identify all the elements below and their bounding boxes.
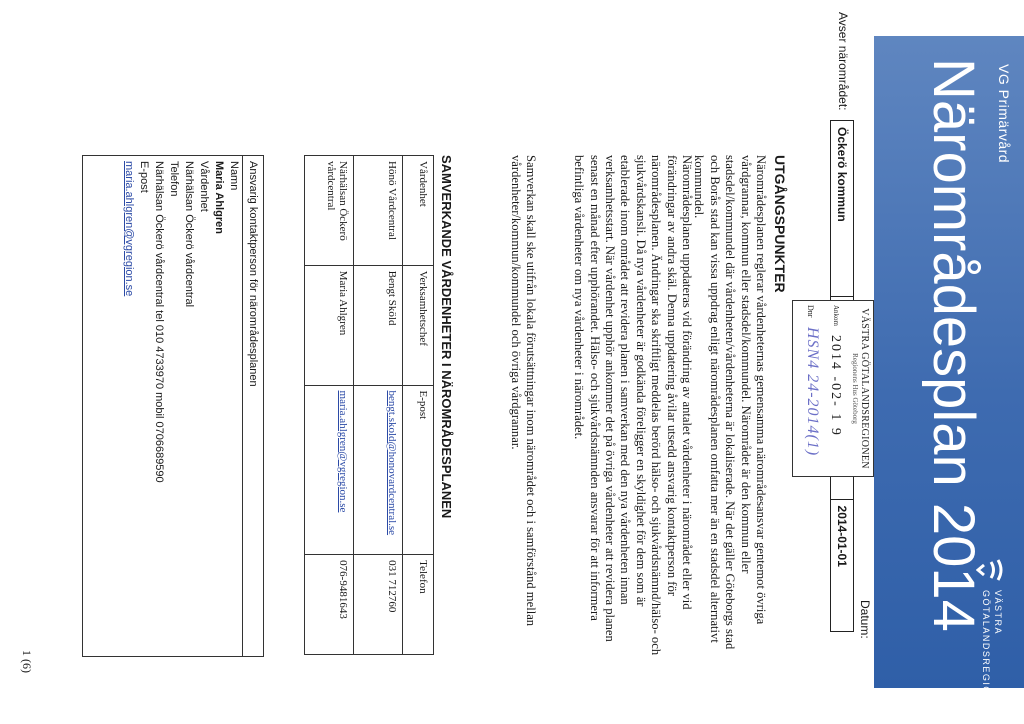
contact-box	[82, 155, 264, 657]
logo-text-line2: GÖTALANDSREGIONEN	[981, 590, 991, 719]
table-header-row	[403, 156, 434, 655]
contact-unit: Närhälsan Öckerö vårdcentral	[183, 161, 195, 308]
unit-chief: Bengt Sköld	[354, 265, 403, 385]
page-title: Närområdesplan 2014	[921, 58, 986, 632]
unit-email-cell	[354, 385, 403, 555]
unit-chief: Maria Ahlgren	[305, 265, 354, 385]
header-banner	[874, 36, 1024, 719]
region-logo	[962, 556, 1010, 719]
area-label: Avser närområdet:	[836, 12, 850, 111]
paragraph-1: Närområdesplanen reglerar vårdenheternas gemensamma närområdesansvar gentemot övriga vårdgrannar, kommun eller stadsdel/kommundel. Närområdet är den kommun eller stadsdel/kommundel där vårdenheten/vårdenheterna är lokaliserade. När det gäller Göteborgs stad och Borås stad kan vissa uppdrag enligt närområdesplanen omfatta mer än en stadsdel alternativt kommundel.	[692, 155, 768, 650]
paragraph-2: Närområdesplanen uppdateras vid förändring av antalet vårdenheter i närområdet eller vid förändringar av andra skäl. Denna uppdatering åvilar utsedd ansvarig kontaktperson för närområdesplanen. Ändringar ska skriftligt meddelas berörd hälso- och sjukvårdsnämnd/hälso- och sjukvårdskansli. Då nya vårdenheter är godkända föreligger en skyldighet för dem som är etablerade inom området att revidera planen i samverkan med den nya vårdenheten innan verksamhetsstart. När vårdenhet upphör ankommer det på övriga vårdenheter att revidera planen senast en månad efter upphörandet. Hälso- och sjukvårdsnämnden ansvarar för att informera befintliga vårdenheter om nya vårdenheter i närområdet.	[572, 155, 694, 656]
region-logo-icon	[976, 556, 1006, 584]
contact-title: Ansvarig kontaktperson för närområdesplanen	[242, 156, 263, 656]
samverkande-heading: SAMVERKANDE VÅRDENHETER I NÄROMRÅDESPLANEN	[439, 155, 454, 519]
column-header: E-post	[403, 385, 434, 555]
unit-email-cell	[305, 385, 354, 555]
unit-name: Hönö Vårdcentral	[354, 156, 403, 266]
unit-phone: 076-9481643	[305, 555, 354, 655]
contact-name-label: Namn	[228, 161, 240, 191]
org-name: VG Primärvård	[996, 64, 1012, 164]
date-value: 2014-01-01	[835, 505, 849, 567]
contact-email-label: E-post	[138, 161, 150, 193]
contact-phone: Närhälsan Öckerö vårdcentral tel 010 4733970 mobil 0706689590	[153, 161, 165, 483]
logo-text-line1: VÄSTRA	[993, 590, 1003, 636]
stamp-ankom: Ankom	[832, 305, 840, 326]
paragraph-3: Samverkan skall ske utifrån lokala förutsättningar inom närområdet och i samförstånd mellan vårdenheter/kommun/kommundel och övriga vårdgrannar.	[508, 155, 538, 627]
table-row	[354, 156, 403, 655]
stamp-sub: Regionens Hus Göteborg	[851, 353, 859, 424]
utgangspunkter-heading: UTGÅNGSPUNKTER	[772, 155, 788, 293]
unit-name: Närhälsan Öckerö vårdcentral	[305, 156, 354, 266]
contact-email-link[interactable]: maria.ahlgren@vgregion.se	[123, 161, 135, 297]
page-number: 1 (6)	[20, 650, 34, 673]
stamp-dnr: HSN4 24-2014(1)	[804, 327, 821, 457]
unit-email-link[interactable]: maria.ahlgren@vgregion.se	[337, 390, 349, 513]
received-stamp	[792, 300, 874, 477]
unit-email-link[interactable]: bengt.skold@honovardcentral.se	[386, 390, 398, 536]
area-value: Öckerö kommun	[831, 121, 853, 297]
column-header: Vårdenhet	[403, 156, 434, 266]
stamp-dnr-label: Dnr	[806, 305, 815, 318]
column-header: Telefon	[403, 555, 434, 655]
column-header: Verksamhetschef	[403, 265, 434, 385]
units-table	[304, 155, 434, 655]
contact-name: Maria Ahlgren	[213, 161, 225, 234]
contact-unit-label: Vårdenhet	[198, 161, 210, 212]
unit-phone: 031 712760	[354, 555, 403, 655]
contact-phone-label: Telefon	[168, 161, 180, 197]
table-row	[305, 156, 354, 655]
date-label: Datum:	[858, 600, 872, 639]
stamp-date: 2014 -02- 1 9	[828, 335, 843, 437]
stamp-org: VÄSTRA GÖTALANDSREGIONEN	[859, 308, 870, 469]
